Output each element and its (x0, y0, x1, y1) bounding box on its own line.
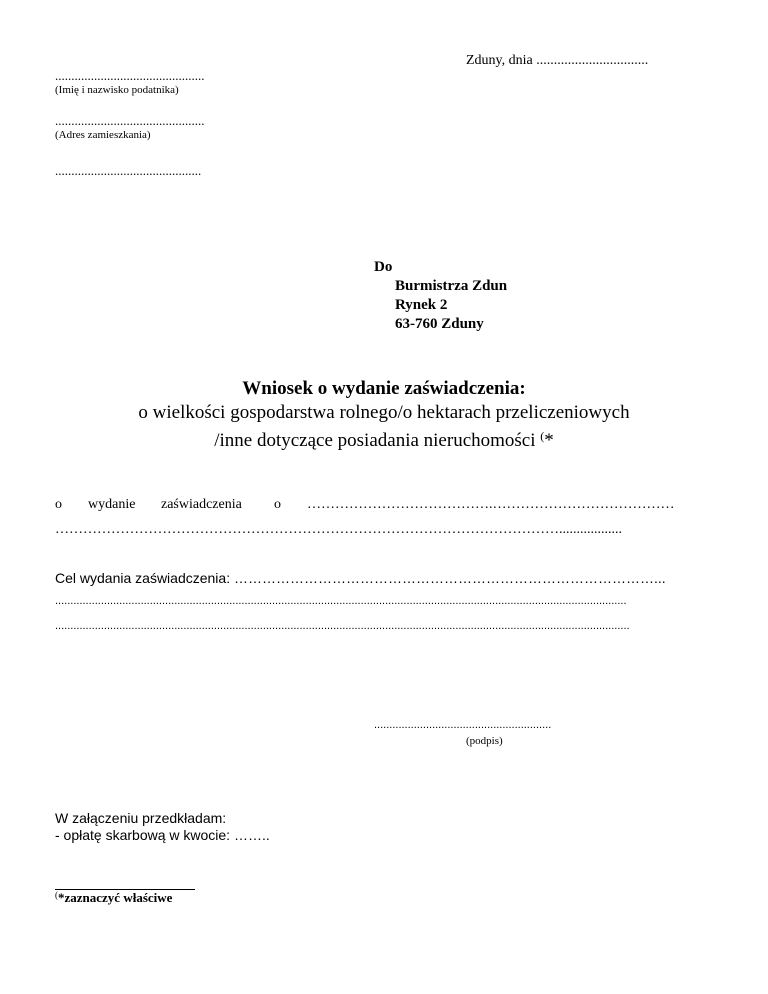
addressee-to: Do (374, 259, 393, 275)
signature-line: .......................................................... (374, 719, 552, 731)
applicant-name-label: (Imię i nazwisko podatnika) (55, 84, 179, 96)
request-word-wydanie: wydanie (88, 497, 136, 512)
footnote-text: *zaznaczyć właściwe (58, 890, 173, 905)
request-dots-first: ………………………………….………………………………… (307, 497, 675, 512)
request-word-zaswiadczenia: zaświadczenia (161, 497, 242, 512)
request-word-o2: o (274, 497, 281, 512)
purpose-dots-line2: ............................................................................................................................................................................................ (55, 620, 630, 632)
purpose-dots-line1: ........................................................................................................................................................................................... (55, 595, 627, 607)
footnote-mark: ( (55, 890, 58, 900)
subtitle-mark: ( (540, 429, 545, 443)
attachments-item-fee: - opłatę skarbową w kwocie: …….. (55, 827, 270, 843)
applicant-name-field: .............................................. (55, 68, 205, 83)
subtitle-star: * (544, 430, 554, 451)
document-title: Wniosek o wydanie zaświadczenia: (242, 378, 526, 399)
addressee-line1: Burmistrza Zdun (395, 278, 508, 294)
attachments-heading: W załączeniu przedkładam: (55, 810, 227, 826)
request-dots-second: ……………………………………………………………………………………………….................. (55, 522, 622, 537)
addressee-line3: 63-760 Zduny (395, 316, 484, 332)
addressee-block (374, 258, 507, 334)
request-word-o: o (55, 497, 62, 512)
applicant-address-label: (Adres zamieszkania) (55, 129, 151, 141)
document-subtitle-line1: o wielkości gospodarstwa rolnego/o hektarach przeliczeniowych (138, 402, 630, 423)
signature-label: (podpis) (466, 735, 503, 747)
purpose-label: Cel wydania zaświadczenia: ………………………………………………………………………………... (55, 570, 666, 586)
subtitle-text: /inne dotyczące posiadania nieruchomości (214, 430, 536, 451)
applicant-extra-field: ............................................. (55, 163, 202, 178)
applicant-address-field: .............................................. (55, 113, 205, 128)
footnote (55, 890, 172, 906)
document-subtitle-line2 (0, 425, 768, 452)
addressee-line2: Rynek 2 (395, 297, 448, 313)
place-date-line: Zduny, dnia ................................ (466, 53, 649, 68)
